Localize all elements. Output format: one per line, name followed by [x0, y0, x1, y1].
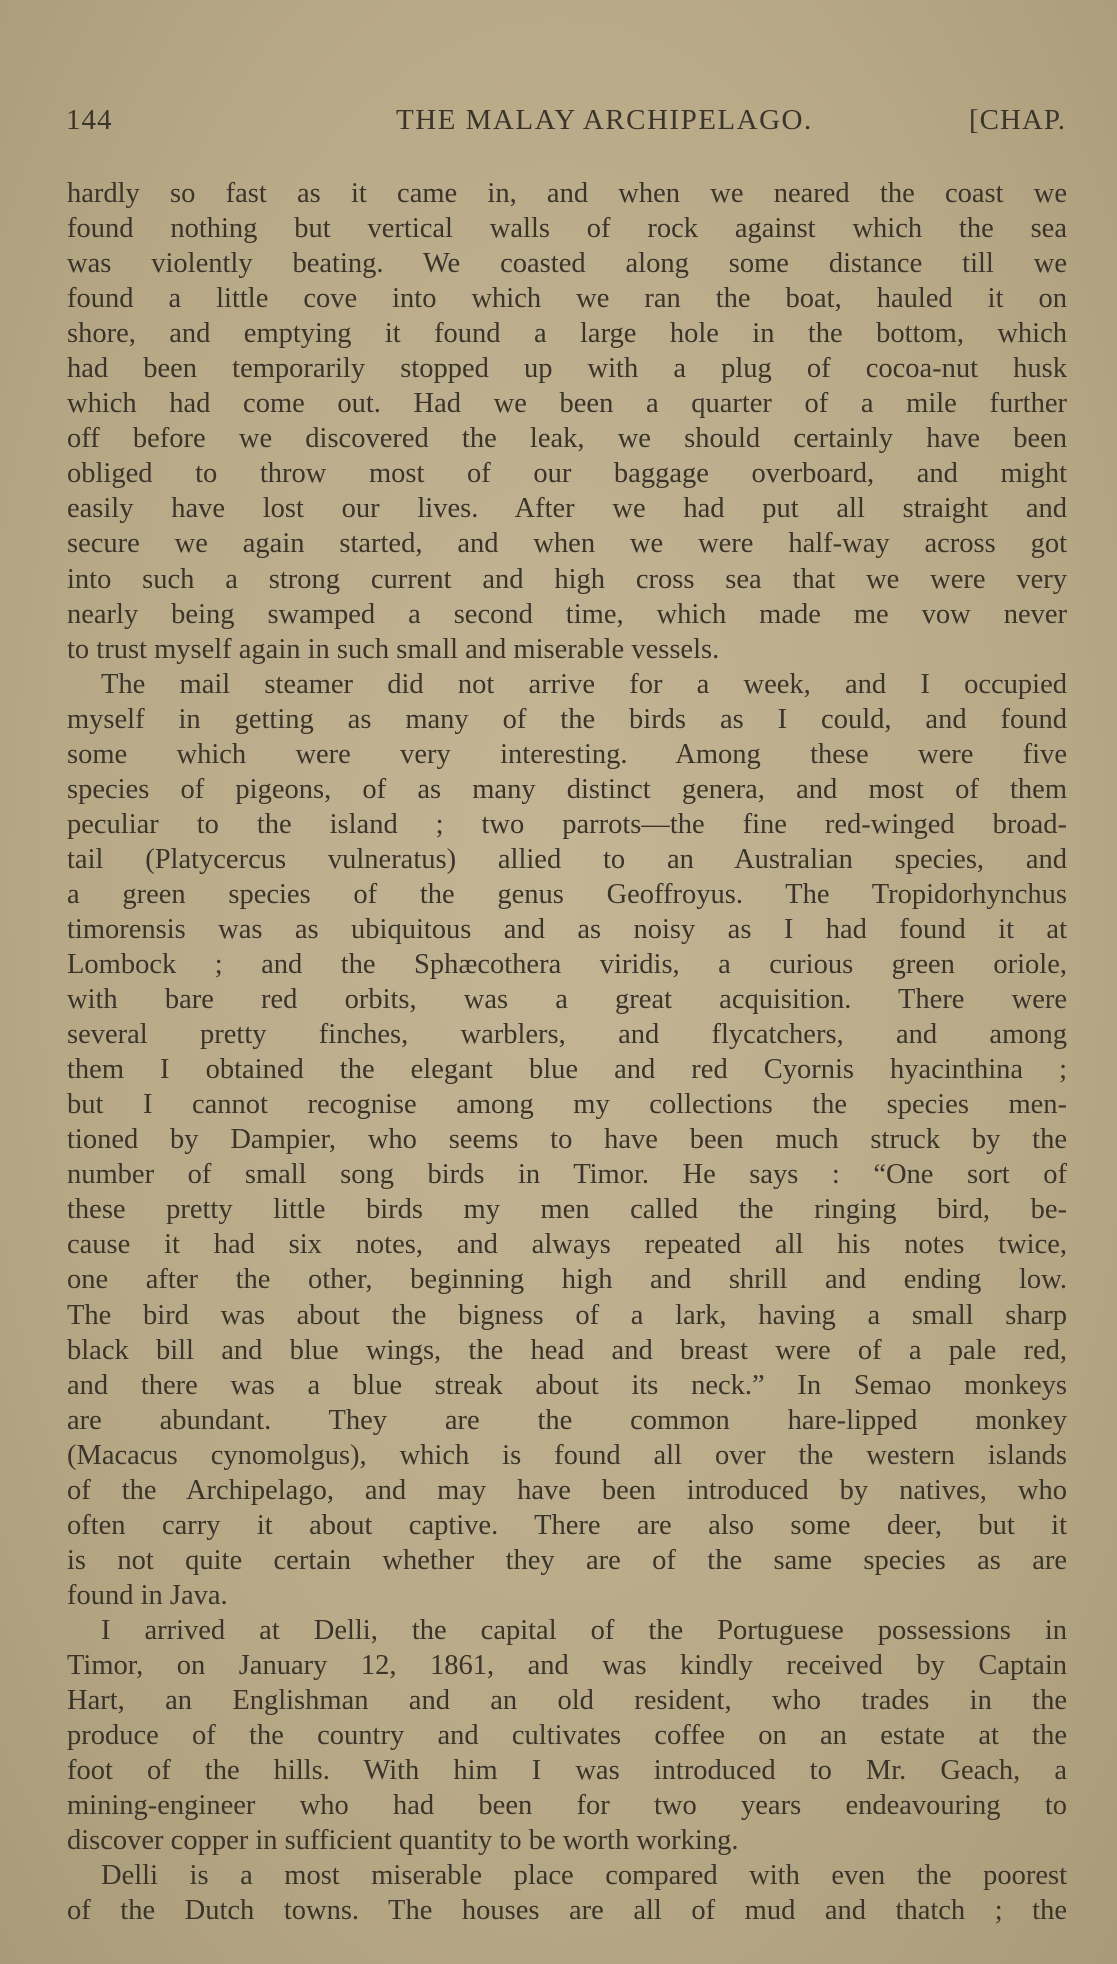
text-line: off before we discovered the leak, we should certainly have been: [67, 423, 1067, 455]
text-line: but I cannot recognise among my collections the species men-: [67, 1089, 1067, 1121]
text-line: them I obtained the elegant blue and red Cyornis hyacinthina ;: [67, 1054, 1067, 1086]
text-line: black bill and blue wings, the head and breast were of a pale red,: [67, 1334, 1067, 1366]
text-line: of the Dutch towns. The houses are all of mud and thatch ; the: [67, 1895, 1067, 1927]
text-line: with bare red orbits, was a great acquisition. There were: [67, 984, 1067, 1016]
text-line: was violently beating. We coasted along some distance till we: [67, 248, 1067, 280]
text-line: discover copper in sufficient quantity to be worth working.: [67, 1825, 739, 1857]
text-line: is not quite certain whether they are of the same species as are: [67, 1544, 1067, 1576]
text-line: cause it had six notes, and always repeated all his notes twice,: [67, 1229, 1067, 1261]
text-line: Lombock ; and the Sphæcothera viridis, a curious green oriole,: [67, 949, 1067, 981]
body-text: [67, 176, 1067, 1928]
text-line: foot of the hills. With him I was introduced to Mr. Geach, a: [67, 1755, 1067, 1787]
text-line: tail (Platycercus vulneratus) allied to an Australian species, and: [67, 843, 1067, 875]
text-line: myself in getting as many of the birds as I could, and found: [67, 703, 1067, 735]
text-line: a green species of the genus Geoffroyus. The Tropidorhynchus: [67, 878, 1067, 910]
text-line: and there was a blue streak about its neck.” In Semao monkeys: [67, 1369, 1067, 1401]
text-line: peculiar to the island ; two parrots—the fine red-winged broad-: [67, 808, 1067, 840]
text-line: The bird was about the bigness of a lark, having a small sharp: [67, 1299, 1067, 1331]
text-line: mining-engineer who had been for two years endeavouring to: [67, 1790, 1067, 1822]
text-line: Delli is a most miserable place compared with even the poorest: [101, 1860, 1067, 1892]
text-line: found a little cove into which we ran the boat, hauled it on: [67, 283, 1067, 315]
text-line: produce of the country and cultivates coffee on an estate at the: [67, 1720, 1067, 1752]
page-number: 144: [66, 104, 113, 136]
text-line: found nothing but vertical walls of rock against which the sea: [67, 213, 1067, 245]
text-line: (Macacus cynomolgus), which is found all over the western islands: [67, 1439, 1067, 1471]
text-line: one after the other, beginning high and shrill and ending low.: [67, 1264, 1067, 1296]
text-line: The mail steamer did not arrive for a week, and I occupied: [101, 668, 1067, 700]
text-line: to trust myself again in such small and miserable vessels.: [67, 633, 720, 665]
text-line: some which were very interesting. Among these were five: [67, 738, 1067, 770]
text-line: are abundant. They are the common hare-lipped monkey: [67, 1404, 1067, 1436]
running-header: [66, 104, 1066, 144]
text-line: found in Java.: [67, 1579, 228, 1611]
text-line: Timor, on January 12, 1861, and was kindly received by Captain: [67, 1649, 1067, 1681]
text-line: which had come out. Had we been a quarter of a mile further: [67, 388, 1067, 420]
text-line: had been temporarily stopped up with a plug of cocoa-nut husk: [67, 353, 1067, 385]
text-line: into such a strong current and high cross sea that we were very: [67, 563, 1067, 595]
text-line: timorensis was as ubiquitous and as noisy as I had found it at: [67, 913, 1067, 945]
text-line: these pretty little birds my men called the ringing bird, be-: [67, 1194, 1067, 1226]
chapter-marker: [CHAP.: [968, 104, 1066, 136]
text-line: nearly being swamped a second time, which made me vow never: [67, 598, 1067, 630]
text-line: obliged to throw most of our baggage overboard, and might: [67, 458, 1067, 490]
text-line: several pretty finches, warblers, and flycatchers, and among: [67, 1019, 1067, 1051]
text-line: I arrived at Delli, the capital of the Portuguese possessions in: [101, 1614, 1067, 1646]
text-line: shore, and emptying it found a large hole in the bottom, which: [67, 318, 1067, 350]
text-line: often carry it about captive. There are also some deer, but it: [67, 1509, 1067, 1541]
text-line: tioned by Dampier, who seems to have been much struck by the: [67, 1124, 1067, 1156]
text-line: easily have lost our lives. After we had put all straight and: [67, 493, 1067, 525]
running-title: THE MALAY ARCHIPELAGO.: [396, 104, 813, 136]
text-line: hardly so fast as it came in, and when we neared the coast we: [67, 178, 1067, 209]
text-line: Hart, an Englishman and an old resident, who trades in the: [67, 1685, 1067, 1717]
text-line: secure we again started, and when we were half-way across got: [67, 528, 1067, 560]
text-line: species of pigeons, of as many distinct genera, and most of them: [67, 773, 1067, 805]
text-line: number of small song birds in Timor. He says : “One sort of: [67, 1159, 1067, 1191]
text-line: of the Archipelago, and may have been introduced by natives, who: [67, 1474, 1067, 1506]
